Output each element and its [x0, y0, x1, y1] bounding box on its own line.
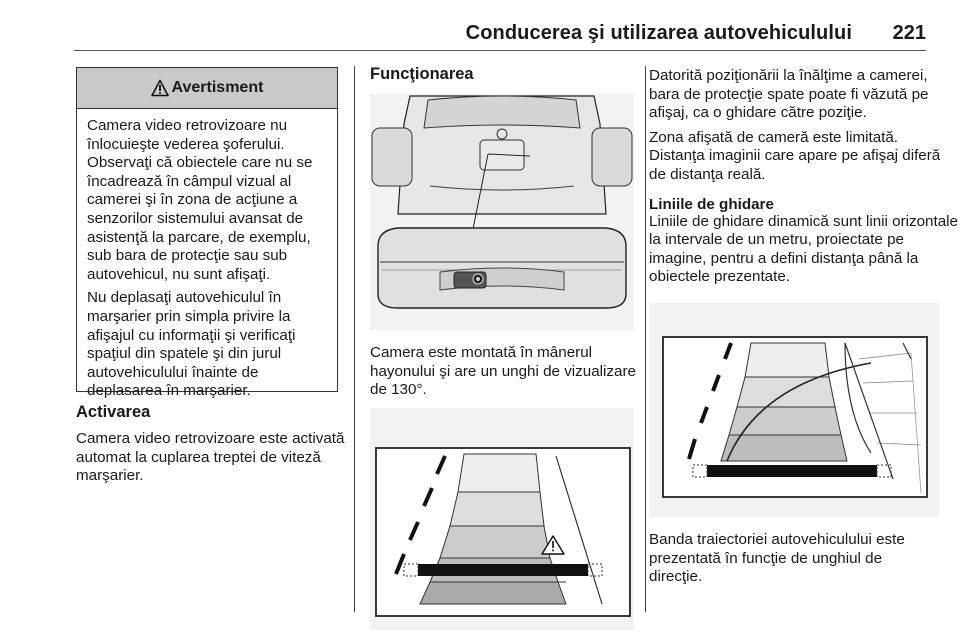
page-title: Conducerea şi utilizarea autovehiculului [465, 22, 852, 44]
warning-paragraph: Nu deplasaţi autovehiculul în marşarier prin simpla privire la afişajul cu informaţii şi verificaţi spaţiul din spatele şi din jurul autovehiculului înainte de deplasarea în marşarier. [87, 289, 296, 400]
warning-box [76, 67, 338, 400]
column-divider [354, 66, 355, 612]
paragraph: Liniile de ghidare dinamică sunt linii orizontale la intervale de un metru, proiectate pe imagine, pentru a defini distanţa până la obiectele prezentate. [649, 212, 958, 286]
column-divider [645, 66, 646, 612]
warning-icon [151, 79, 169, 97]
warning-paragraph: Camera video retrovizoare nu înlocuieşte vederea şoferului. Observaţi că obiectele care nu se încadrează în câmpul vizual al camerei şi în zona de acţiune a senzorilor sistemului avansat de asistenţă la parcare, de exemplu, sub bara de protecţie sau sub autovehicul, nu sunt afişaţi. [87, 117, 313, 283]
activation-text: Camera video retrovizoare este activată automat la cuplarea treptei de viteză marşarier. [76, 430, 345, 485]
camera-location-illustration [370, 94, 634, 330]
paragraph: Datorită poziţionării la înălţime a camerei, bara de protecţie spate poate fi văzută pe afişaj, ca o ghidare către poziţie. [649, 67, 929, 122]
page-header [0, 0, 960, 50]
warning-header [77, 68, 337, 109]
camera-description: Camera este montată în mânerul hayonului şi are un unghi de vizualizare de 130°. [370, 344, 636, 399]
page-number: 221 [892, 22, 926, 44]
guide-lines-illustration [649, 303, 939, 517]
camera-display-illustration [370, 408, 634, 630]
warning-title: Avertisment [171, 79, 264, 96]
section-heading: Activarea [76, 403, 151, 421]
paragraph: Zona afişată de cameră este limitată. Distanţa imaginii care apare pe afişaj diferă de distanţa reală. [649, 128, 941, 183]
header-rule [74, 50, 926, 51]
paragraph: Banda traiectoriei autovehiculului este prezentată în funcţie de unghiul de direcţie. [649, 530, 905, 586]
subsection-heading: Liniile de ghidare [649, 195, 774, 213]
section-heading: Funcţionarea [370, 65, 474, 83]
